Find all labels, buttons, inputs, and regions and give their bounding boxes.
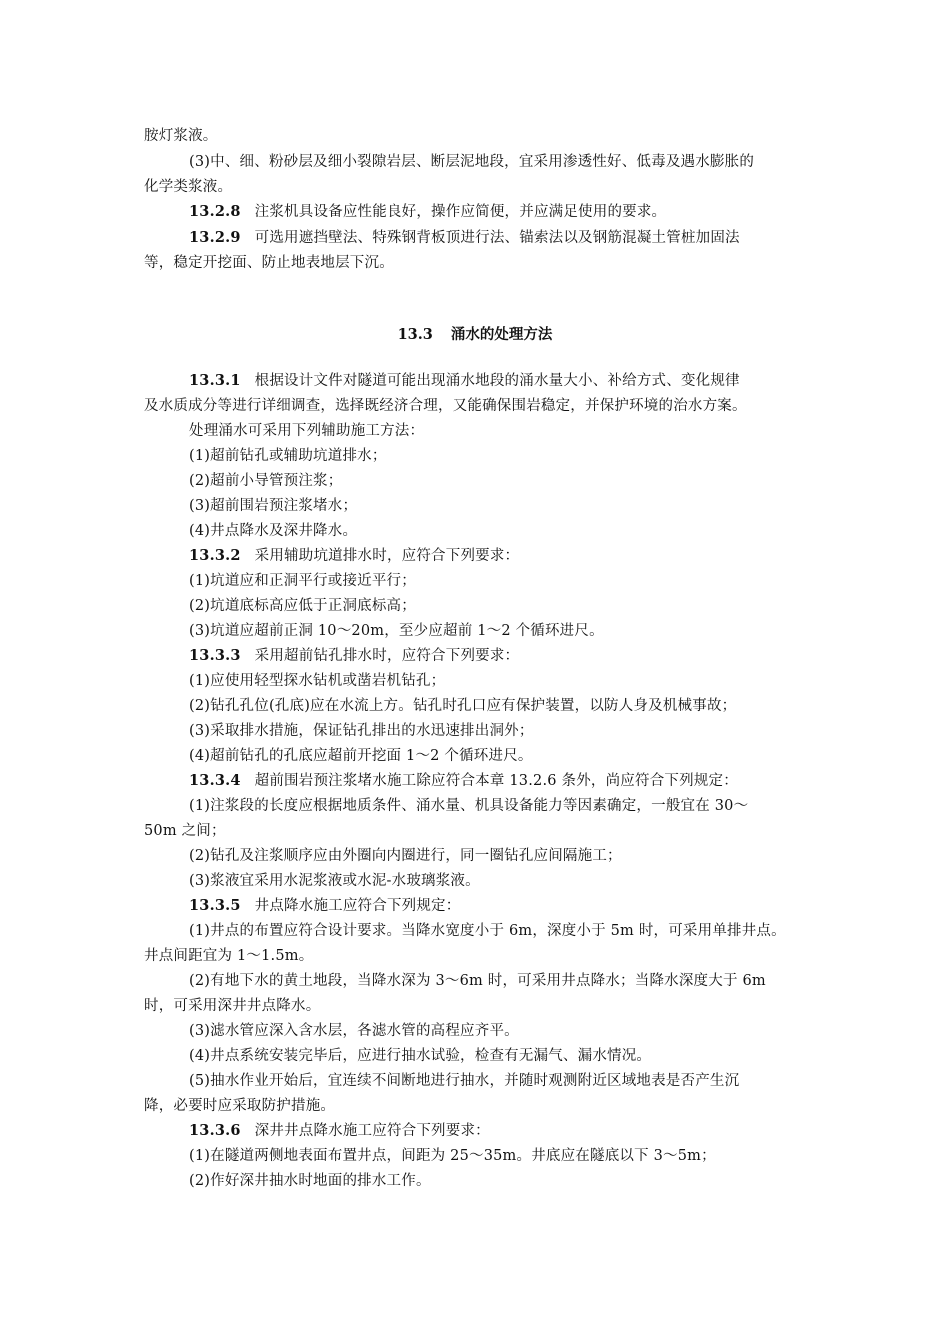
text-line: 等，稳定开挖面、防止地表地层下沉。 [144, 255, 394, 271]
list-item: (1)在隧道两侧地表面布置井点，间距为 25～35m。井底应在隧底以下 3～5m； [189, 1148, 716, 1164]
clause-13-3-1: 13.3.1 根据设计文件对隧道可能出现涌水地段的涌水量大小、补给方式、变化规律 [189, 372, 740, 389]
text-line: 化学类浆液。 [144, 179, 233, 195]
text-line: 50m 之间； [144, 823, 226, 839]
clause-number: 13.3.6 [189, 1122, 241, 1139]
list-item: (3)采取排水措施，保证钻孔排出的水迅速排出洞外； [189, 723, 534, 739]
list-item: (3)滤水管应深入含水层，各滤水管的高程应齐平。 [189, 1023, 519, 1039]
list-item: (2)有地下水的黄土地段，当降水深为 3～6m 时，可采用井点降水；当降水深度大于 6m [189, 973, 766, 989]
list-item: (1)超前钻孔或辅助坑道排水； [189, 448, 387, 464]
list-item: (5)抽水作业开始后，宜连续不间断地进行抽水，并随时观测附近区域地表是否产生沉 [189, 1073, 740, 1089]
list-item: (3)浆液宜采用水泥浆液或水泥-水玻璃浆液。 [189, 873, 480, 889]
section-heading [0, 323, 950, 347]
clause-number: 13.3.3 [189, 647, 241, 664]
clause-13-3-4: 13.3.4 超前围岩预注浆堵水施工除应符合本章 13.2.6 条外，尚应符合下列规定： [189, 772, 738, 789]
clause-13-2-9: 13.2.9 可选用遮挡壁法、特殊钢背板顶进行法、锚索法以及钢筋混凝土管桩加固法 [189, 229, 740, 246]
clause-number: 13.2.9 [189, 229, 241, 246]
list-item: (1)坑道应和正洞平行或接近平行； [189, 573, 416, 589]
list-item: (4)井点降水及深井降水。 [189, 523, 358, 539]
list-item: (4)井点系统安装完毕后，应进行抽水试验，检查有无漏气、漏水情况。 [189, 1048, 652, 1064]
list-item: (1)注浆段的长度应根据地质条件、涌水量、机具设备能力等因素确定，一般宜在 30～ [189, 798, 749, 814]
list-item: (2)钻孔孔位(孔底)应在水流上方。钻孔时孔口应有保护装置，以防人身及机械事故； [189, 698, 737, 714]
list-item: (2)作好深井抽水时地面的排水工作。 [189, 1173, 431, 1189]
text-line: 井点间距宜为 1～1.5m。 [144, 948, 314, 964]
clause-number: 13.3.2 [189, 547, 241, 564]
clause-13-3-5: 13.3.5 井点降水施工应符合下列规定： [189, 897, 461, 914]
list-item: (2)钻孔及注浆顺序应由外圈向内圈进行，同一圈钻孔应间隔施工； [189, 848, 622, 864]
list-item: (2)坑道底标高应低于正洞底标高； [189, 598, 416, 614]
clause-number: 13.2.8 [189, 203, 241, 220]
list-item: (1)应使用轻型探水钻机或凿岩机钻孔； [189, 673, 446, 689]
text-line: 胺灯浆液。 [144, 128, 218, 144]
text-line: 及水质成分等进行详细调查，选择既经济合理，又能确保围岩稳定，并保护环境的治水方案。 [144, 398, 747, 414]
clause-13-3-2: 13.3.2 采用辅助坑道排水时，应符合下列要求： [189, 547, 520, 564]
section-title: 涌水的处理方法 [450, 326, 553, 343]
clause-number: 13.3.5 [189, 897, 241, 914]
list-item: (3)超前围岩预注浆堵水； [189, 498, 358, 514]
clause-number: 13.3.1 [189, 372, 241, 389]
clause-13-3-3: 13.3.3 采用超前钻孔排水时，应符合下列要求： [189, 647, 520, 664]
text-line: 处理涌水可采用下列辅助施工方法： [189, 423, 425, 439]
clause-number: 13.3.4 [189, 772, 241, 789]
text-line: (3)中、细、粉砂层及细小裂隙岩层、断层泥地段，宜采用渗透性好、低毒及遇水膨胀的 [189, 154, 755, 170]
clause-13-3-6: 13.3.6 深井井点降水施工应符合下列要求： [189, 1122, 490, 1139]
list-item: (4)超前钻孔的孔底应超前开挖面 1～2 个循环进尺。 [189, 748, 533, 764]
list-item: (2)超前小导管预注浆； [189, 473, 343, 489]
clause-13-2-8: 13.2.8 注浆机具设备应性能良好，操作应简便，并应满足使用的要求。 [189, 203, 667, 220]
list-item: (3)坑道应超前正洞 10～20m，至少应超前 1～2 个循环进尺。 [189, 623, 604, 639]
text-line: 降，必要时应采取防护措施。 [144, 1098, 336, 1114]
text-line: 时，可采用深井井点降水。 [144, 998, 321, 1014]
list-item: (1)井点的布置应符合设计要求。当降水宽度小于 6m，深度小于 5m 时，可采用单排井点。 [189, 923, 786, 939]
section-number: 13.3 [397, 326, 433, 343]
